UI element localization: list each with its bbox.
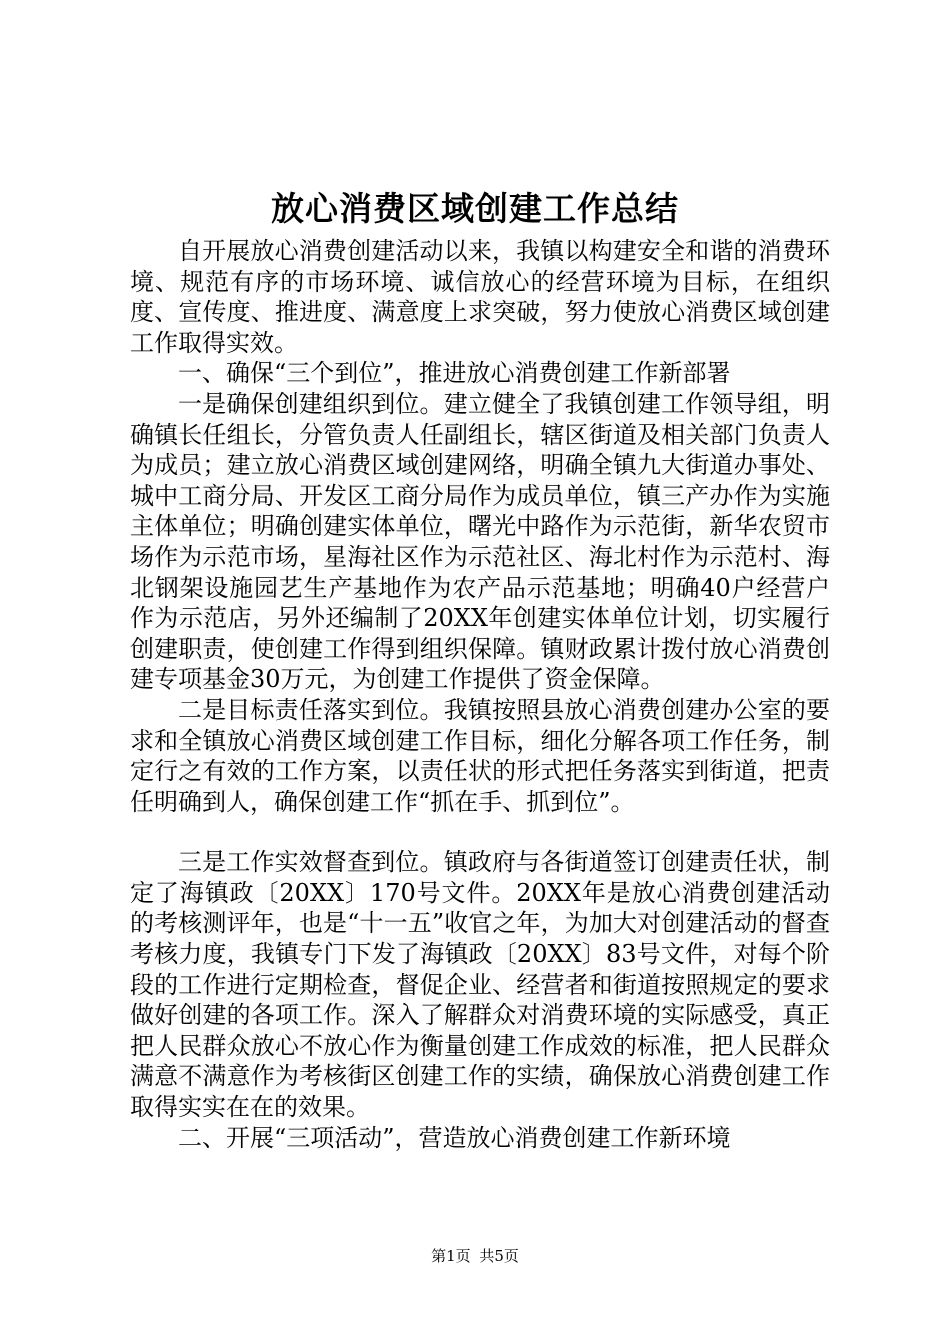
document-title: 放心消费区域创建工作总结: [271, 189, 679, 228]
paragraph-supervision: 三是工作实效督查到位。镇政府与各街道签订创建责任状，制定了海镇政〔20XX〕170号文件。20XX年是放心消费创建活动的考核测评年，也是“十一五”收官之年，为加大对创建活动的督查考核力度，我镇专门下发了海镇政〔20XX〕83号文件，对每个阶段的工作进行定期检查，督促企业、经营者和街道按照规定的要求做好创建的各项工作。深入了解群众对消费环境的实际感受，真正把人民群众放心不放心作为衡量创建工作成效的标准，把人民群众满意不满意作为考核街区创建工作的实绩，确保放心消费创建工作取得实实在在的效果。: [130, 848, 830, 1122]
paragraph-intro: 自开展放心消费创建活动以来，我镇以构建安全和谐的消费环境、规范有序的市场环境、诚信放心的经营环境为目标，在组织度、宣传度、推进度、满意度上求突破，努力使放心消费区域创建工作取得实效。: [130, 237, 830, 357]
document-body: [130, 236, 830, 1153]
page-total: 共5页: [479, 1247, 519, 1265]
page-footer: [0, 1246, 950, 1266]
paragraph-organization: 一是确保创建组织到位。建立健全了我镇创建工作领导组，明确镇长任组长，分管负责人任副组长，辖区街道及相关部门负责人为成员；建立放心消费区域创建网络，明确全镇九大街道办事处、城中工商分局、开发区工商分局作为成员单位，镇三产办作为实施主体单位；明确创建实体单位，曙光中路作为示范街，新华农贸市场作为示范市场，星海社区作为示范社区、海北村作为示范村、海北钢架设施园艺生产基地作为农产品示范基地；明确40户经营户作为示范店，另外还编制了20XX年创建实体单位计划，切实履行创建职责，使创建工作得到组织保障。镇财政累计拨付放心消费创建专项基金30万元，为创建工作提供了资金保障。: [130, 389, 830, 694]
section-heading-1: 一、确保“三个到位”，推进放心消费创建工作新部署: [178, 359, 731, 388]
page-number: 第1页: [431, 1247, 471, 1265]
paragraph-responsibility: 二是目标责任落实到位。我镇按照县放心消费创建办公室的要求和全镇放心消费区域创建工作目标，细化分解各项工作任务，制定行之有效的工作方案，以责任状的形式把任务落实到街道，把责任明确到人，确保创建工作“抓在手、抓到位”。: [130, 695, 830, 816]
section-heading-2: 二、开展“三项活动”，营造放心消费创建工作新环境: [178, 1123, 731, 1152]
